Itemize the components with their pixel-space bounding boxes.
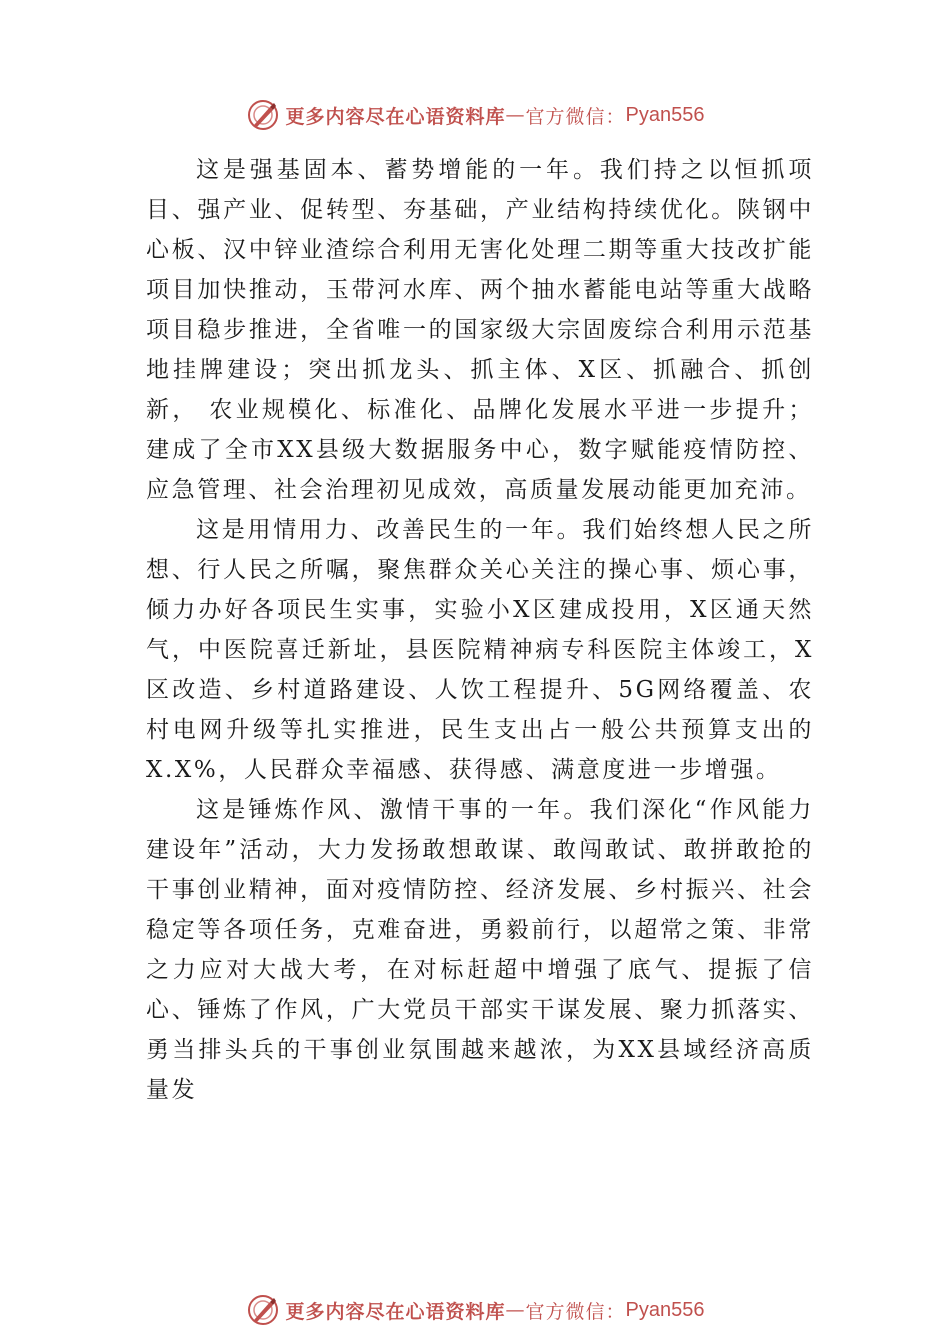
watermark-main-text: 更多内容尽在心语资料库	[285, 1300, 506, 1323]
watermark-separator: —	[505, 1299, 526, 1321]
pen-circle-icon	[246, 1293, 280, 1327]
watermark-official-label: 官方微信：	[525, 105, 626, 128]
watermark-official-label: 官方微信：	[525, 1300, 626, 1323]
paragraph: 这是用情用力、改善民生的一年。我们始终想人民之所想、行人民之所嘱，聚焦群众关心关注的操心事、烦心事， 倾力办好各项民生实事，实验小X区建成投用，X区通天然气，中医院喜迁新址，县医院精神病专科医院主体竣工，X区改造、乡村道路建设、人饮工程提升、5G网络覆盖、农村电网升级等扎实推进，民生支出占一般公共预算支出的 X.X%，人民群众幸福感、获得感、满意度进一步增强。	[146, 517, 814, 783]
pen-circle-icon	[246, 98, 280, 132]
watermark-wechat-id: Pyan556	[625, 1298, 705, 1321]
paragraph: 这是强基固本、蓄势增能的一年。我们持之以恒抓项目、强产业、促转型、夯基础，产业结构持续优化。陕钢中心板、汉中锌业渣综合利用无害化处理二期等重大技改扩能项目加快推动，玉带河水库、两个抽水蓄能电站等重大战略项目稳步推进，全省唯一的国家级大宗固废综合利用示范基地挂牌建设；突出抓龙头、抓主体、X区、抓融合、抓创新， 农业规模化、标准化、品牌化发展水平进一步提升；建成了全市XX县级大数据服务中心，数字赋能疫情防控、应急管理、社会治理初见成效，高质量发展动能更加充沛。	[146, 157, 814, 503]
watermark-separator: —	[505, 104, 526, 126]
watermark-main-text: 更多内容尽在心语资料库	[285, 105, 506, 128]
watermark-header	[0, 95, 950, 135]
document-body	[146, 150, 814, 1110]
watermark-wechat-id: Pyan556	[625, 103, 705, 126]
watermark-footer	[0, 1290, 950, 1330]
paragraph: 这是锤炼作风、激情干事的一年。我们深化“作风能力建设年”活动，大力发扬敢想敢谋、敢闯敢试、敢拼敢抢的干事创业精神，面对疫情防控、经济发展、乡村振兴、社会稳定等各项任务，克难奋进，勇毅前行，以超常之策、非常之力应对大战大考，在对标赶超中增强了底气、提振了信心、锤炼了作风，广大党员干部实干谋发展、聚力抓落实、勇当排头兵的干事创业氛围越来越浓，为XX县域经济高质量发	[146, 797, 814, 1103]
